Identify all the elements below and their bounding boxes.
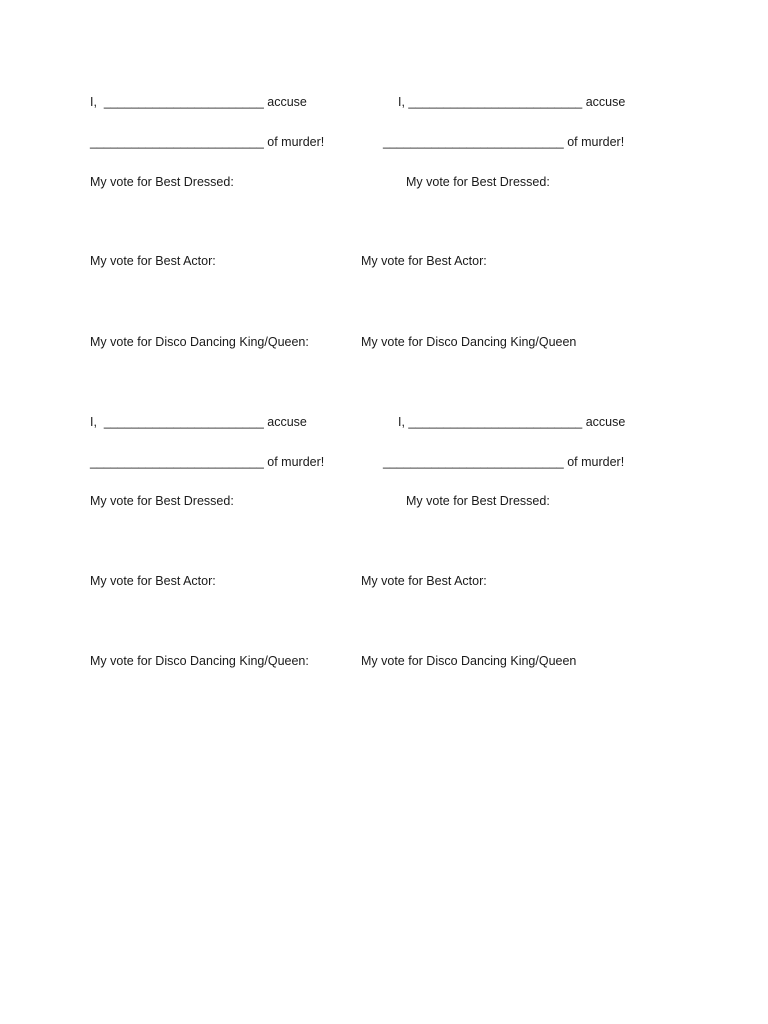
disco-vote: My vote for Disco Dancing King/Queen: xyxy=(90,654,309,668)
murder-line: _________________________ of murder! xyxy=(90,455,325,469)
best-actor-vote: My vote for Best Actor: xyxy=(90,574,216,588)
accuse-line: I, _________________________ accuse xyxy=(398,415,626,429)
best-dressed-vote: My vote for Best Dressed: xyxy=(406,494,550,508)
best-dressed-vote: My vote for Best Dressed: xyxy=(90,494,234,508)
murder-line: _________________________ of murder! xyxy=(90,135,325,149)
accuse-line: I, _______________________ accuse xyxy=(90,95,307,109)
accuse-line: I, _______________________ accuse xyxy=(90,415,307,429)
murder-line: __________________________ of murder! xyxy=(383,135,625,149)
best-dressed-vote: My vote for Best Dressed: xyxy=(90,175,234,189)
disco-vote: My vote for Disco Dancing King/Queen: xyxy=(90,335,309,349)
best-actor-vote: My vote for Best Actor: xyxy=(90,254,216,268)
best-actor-vote: My vote for Best Actor: xyxy=(361,574,487,588)
disco-vote: My vote for Disco Dancing King/Queen xyxy=(361,654,577,668)
best-actor-vote: My vote for Best Actor: xyxy=(361,254,487,268)
best-dressed-vote: My vote for Best Dressed: xyxy=(406,175,550,189)
disco-vote: My vote for Disco Dancing King/Queen xyxy=(361,335,577,349)
murder-line: __________________________ of murder! xyxy=(383,455,625,469)
accuse-line: I, _________________________ accuse xyxy=(398,95,626,109)
